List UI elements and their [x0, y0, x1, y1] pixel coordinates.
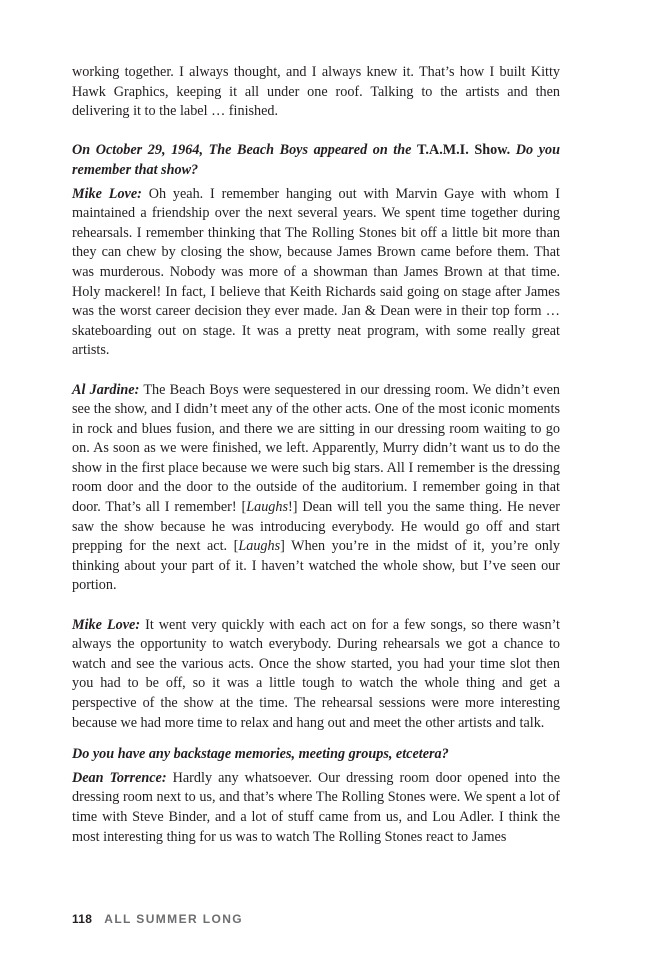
question-text: On October 29, 1964, The Beach Boys appeared on the	[72, 142, 417, 159]
question-text: Do you have any backstage memories, meeting groups, etcetera?	[72, 746, 449, 763]
answer-text: !] Dean will tell you the same thing. He never saw the show because he was introducing everybody. He would go off and start prepping for the next act. [	[72, 499, 560, 555]
interview-question	[72, 745, 560, 765]
speaker-name: Al Jardine:	[72, 381, 140, 398]
speaker-name: Dean Torrence:	[72, 769, 167, 786]
answer-text: The Beach Boys were sequestered in our dressing room. We didn’t even see the show, and I didn’t meet any of the other acts. One of the most iconic moments in rock and blues fusion, and there we are sitting in our dressing room waiting to go on. As soon as we were finished, we left. Apparently, Murry didn’t want us to do the show in the first place because we were such big stars. All I remember is the dressing room door and the door to the outside of the auditorium. I remember going in that door. That’s all I remember! [	[72, 381, 561, 516]
show-title: T.A.M.I. Show.	[417, 142, 511, 159]
paragraph-text: working together. I always thought, and I always knew it. That’s how I built Kitty Hawk Graphics, keeping it all under one roof. Talking to the artists and then delivering it to the label … finished.	[72, 64, 560, 120]
page-body	[72, 63, 560, 847]
question-text: Do you remember that show?	[72, 142, 560, 178]
answer-paragraph	[72, 616, 560, 734]
answer-text: ] When you’re in the midst of it, you’re only thinking about your part of it. I haven’t watched the whole show, but I’ve seen our portion.	[72, 538, 560, 594]
laughs-annotation: Laughs	[246, 499, 289, 516]
interview-question	[72, 141, 560, 180]
answer-text: Oh yeah. I remember hanging out with Marvin Gaye with whom I maintained a friendship over the next several years. We spent time together during rehearsals. I remember thinking that The Rolling Stones bit off a little bit more than they can chew by closing the show, because James Brown came before them. That was murderous. Nobody was more of a showman than James Brown at that time. Holy mackerel! In fact, I believe that Keith Richards said going on stage after James was the worst career decision they ever made. Jan & Dean were in their top form … skateboarding out on stage. It was a pretty neat program, with some really great artists.	[72, 185, 561, 359]
paragraph-continuation	[72, 63, 560, 122]
speaker-name: Mike Love:	[72, 185, 142, 202]
answer-text: Hardly any whatsoever. Our dressing room door opened into the dressing room next to us, and that’s where The Rolling Stones were. We spent a lot of time with Steve Binder, and a lot of stuff came from us, and Lou Adler. I think the most interesting thing for us was to watch The Rolling Stones react to James	[72, 769, 560, 845]
answer-paragraph	[72, 185, 560, 361]
page-footer	[72, 912, 243, 926]
answer-paragraph	[72, 381, 560, 597]
answer-paragraph	[72, 769, 560, 847]
page-number: 118	[72, 912, 93, 926]
laughs-annotation: Laughs	[238, 538, 281, 555]
speaker-name: Mike Love:	[72, 616, 141, 633]
running-head: ALL SUMMER LONG	[104, 912, 244, 926]
answer-text: It went very quickly with each act on for a few songs, so there wasn’t always the opportunity to watch everybody. During rehearsals we got a chance to watch and see the various acts. Once the show started, you had your time slot then you had to be off, so it was a little tough to watch the whole thing and get a perspective of the show at the time. The rehearsal sessions were more interesting because we had more time to relax and hang out and meet the other artists and talk.	[72, 616, 560, 731]
